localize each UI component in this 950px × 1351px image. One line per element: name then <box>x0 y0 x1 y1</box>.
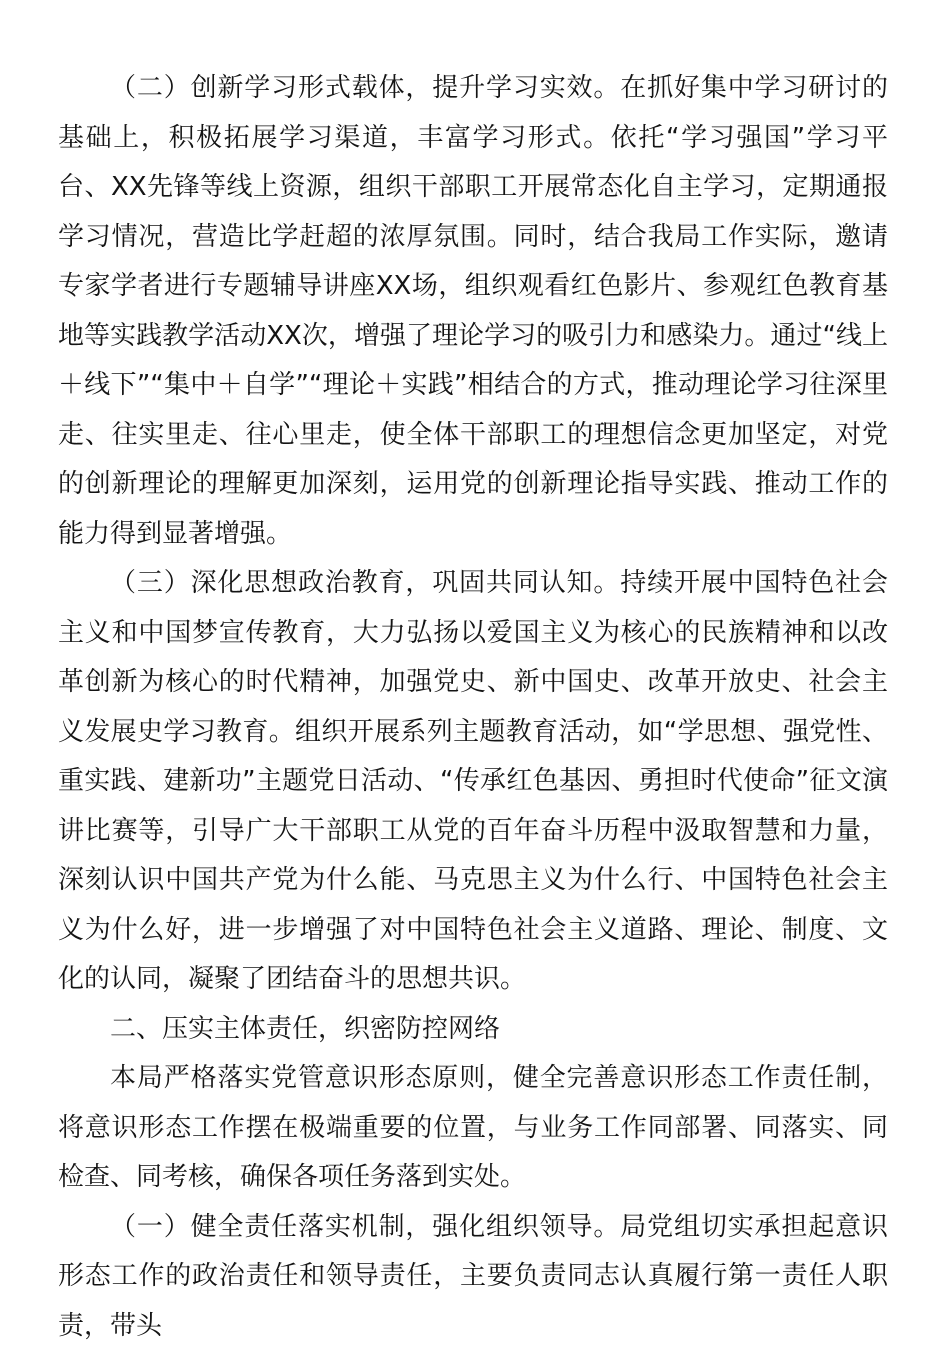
paragraph-political-education: （三）深化思想政治教育，巩固共同认知。持续开展中国特色社会主义和中国梦宣传教育，大力弘扬以爱国主义为核心的民族精神和以改革创新为核心的时代精神，加强党史、新中国史、改革开放史、社会主义发展史学习教育。组织开展系列主题教育活动，如“学思想、强党性、重实践、建新功”主题党日活动、“传承红色基因、勇担时代使命”征文演讲比赛等，引导广大干部职工从党的百年奋斗历程中汲取智慧和力量，深刻认识中国共产党为什么能、马克思主义为什么行、中国特色社会主义为什么好，进一步增强了对中国特色社会主义道路、理论、制度、文化的认同，凝聚了团结奋斗的思想共识。 <box>58 559 888 1005</box>
paragraph-study-format: （二）创新学习形式载体，提升学习实效。在抓好集中学习研讨的基础上，积极拓展学习渠道，丰富学习形式。依托“学习强国”学习平台、XX先锋等线上资源，组织干部职工开展常态化自主学习，定期通报学习情况，营造比学赶超的浓厚氛围。同时，结合我局工作实际，邀请专家学者进行专题辅导讲座XX场，组织观看红色影片、参观红色教育基地等实践教学活动XX次，增强了理论学习的吸引力和感染力。通过“线上＋线下”“集中＋自学”“理论＋实践”相结合的方式，推动理论学习往深里走、往实里走、往心里走，使全体干部职工的理想信念更加坚定，对党的创新理论的理解更加深刻，运用党的创新理论指导实践、推动工作的能力得到显著增强。 <box>58 64 888 559</box>
paragraph-responsibility-mechanism: （一）健全责任落实机制，强化组织领导。局党组切实承担起意识形态工作的政治责任和领导责任，主要负责同志认真履行第一责任人职责，带头 <box>58 1203 888 1351</box>
document-body <box>58 64 888 1351</box>
paragraph-ideology-principle: 本局严格落实党管意识形态原则，健全完善意识形态工作责任制，将意识形态工作摆在极端重要的位置，与业务工作同部署、同落实、同检查、同考核，确保各项任务落到实处。 <box>58 1054 888 1203</box>
section-heading-responsibility: 二、压实主体责任，织密防控网络 <box>58 1005 888 1055</box>
